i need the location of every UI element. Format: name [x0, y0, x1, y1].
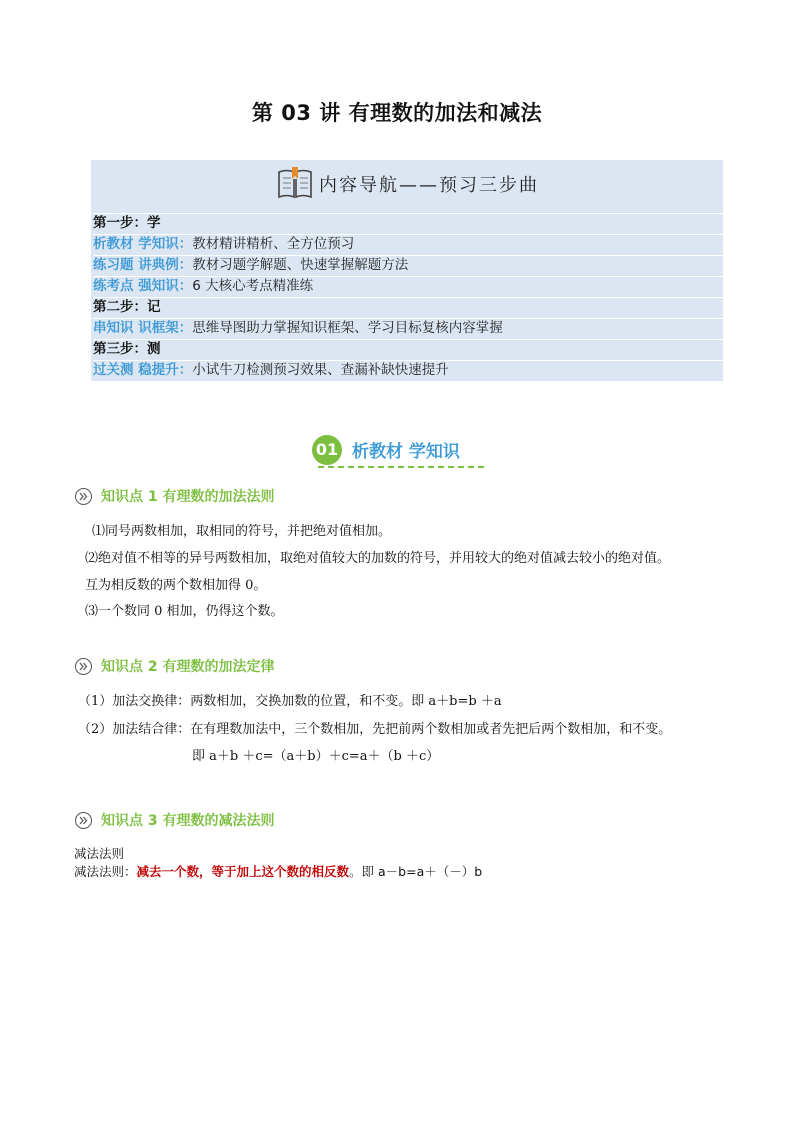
- chevron-right-icon: [75, 812, 92, 829]
- nav-text: 教材习题学解题、快速掌握解题方法: [192, 257, 409, 273]
- nav-row-analyze: [93, 234, 723, 254]
- knowledge-point-2-title: 知识点 2 有理数的加法定律: [101, 659, 275, 675]
- kp3-rule-prefix: 减法法则：: [74, 864, 137, 879]
- section-number-badge: 01: [312, 435, 342, 465]
- nav-text: 小试牛刀检测预习效果、查漏补缺快速提升: [192, 362, 449, 378]
- kp3-rule-highlight: 减去一个数，等于加上这个数的相反数: [136, 864, 350, 879]
- kp1-line-4: ⑶一个数同 0 相加，仍得这个数。: [85, 604, 284, 619]
- step-label: 第一步：学: [93, 215, 161, 231]
- content-navigation-box: [91, 160, 723, 381]
- chevron-right-icon: [75, 658, 92, 675]
- page-title: 第 03 讲 有理数的加法和减法: [251, 101, 543, 125]
- kp2-line-3: 即 a＋b ＋c=（a＋b）＋c=a＋（b ＋c）: [192, 749, 440, 764]
- book-icon: [275, 166, 315, 202]
- knowledge-point-3-title: 知识点 3 有理数的减法法则: [101, 813, 275, 829]
- kp3-rule-suffix: 。即 a－b=a＋（－）b: [349, 864, 483, 879]
- kp1-line-2: ⑵绝对值不相等的异号两数相加，取绝对值较大的加数的符号，并用较大的绝对值减去较小的绝对值。: [85, 551, 671, 566]
- kp2-line-2: （2）加法结合律：在有理数加法中，三个数相加，先把前两个数相加或者先把后两个数相加，和不变。: [78, 722, 672, 737]
- nav-row-test: [93, 360, 723, 380]
- section-title: 析教材 学知识: [352, 442, 460, 462]
- kp1-line-3: 互为相反数的两个数相加得 0。: [85, 578, 267, 593]
- step-label: 第二步：记: [93, 299, 161, 315]
- step-label: 第三步：测: [93, 341, 161, 357]
- nav-row-framework: [93, 318, 723, 338]
- nav-row-step3: [93, 339, 723, 359]
- nav-text: 6 大核心考点精准练: [192, 278, 314, 294]
- nav-text: 思维导图助力掌握知识框架、学习目标复核内容掌握: [192, 320, 503, 336]
- nav-key: 练习题 讲典例：: [93, 257, 193, 273]
- kp3-heading: 减法法则: [74, 846, 125, 861]
- chevron-right-icon: [75, 488, 92, 505]
- nav-key: 串知识 识框架：: [93, 320, 193, 336]
- nav-row-step1: [93, 213, 723, 233]
- nav-row-practice: [93, 255, 723, 275]
- kp1-line-1: ⑴同号两数相加，取相同的符号，并把绝对值相加。: [92, 524, 392, 539]
- nav-key: 析教材 学知识：: [93, 236, 193, 252]
- nav-key: 练考点 强知识：: [93, 278, 193, 294]
- nav-row-step2: [93, 297, 723, 317]
- nav-key: 过关测 稳提升：: [93, 362, 193, 378]
- kp2-line-1: （1）加法交换律：两数相加，交换加数的位置，和不变。即 a＋b=b ＋a: [78, 694, 502, 709]
- nav-header: [91, 160, 723, 208]
- nav-text: 教材精讲精析、全方位预习: [192, 236, 355, 252]
- nav-header-title: 内容导航——预习三步曲: [319, 175, 539, 196]
- knowledge-point-1-title: 知识点 1 有理数的加法法则: [101, 489, 275, 505]
- section-underline: [318, 466, 484, 468]
- kp3-rule: [74, 862, 482, 880]
- nav-row-exam: [93, 276, 723, 296]
